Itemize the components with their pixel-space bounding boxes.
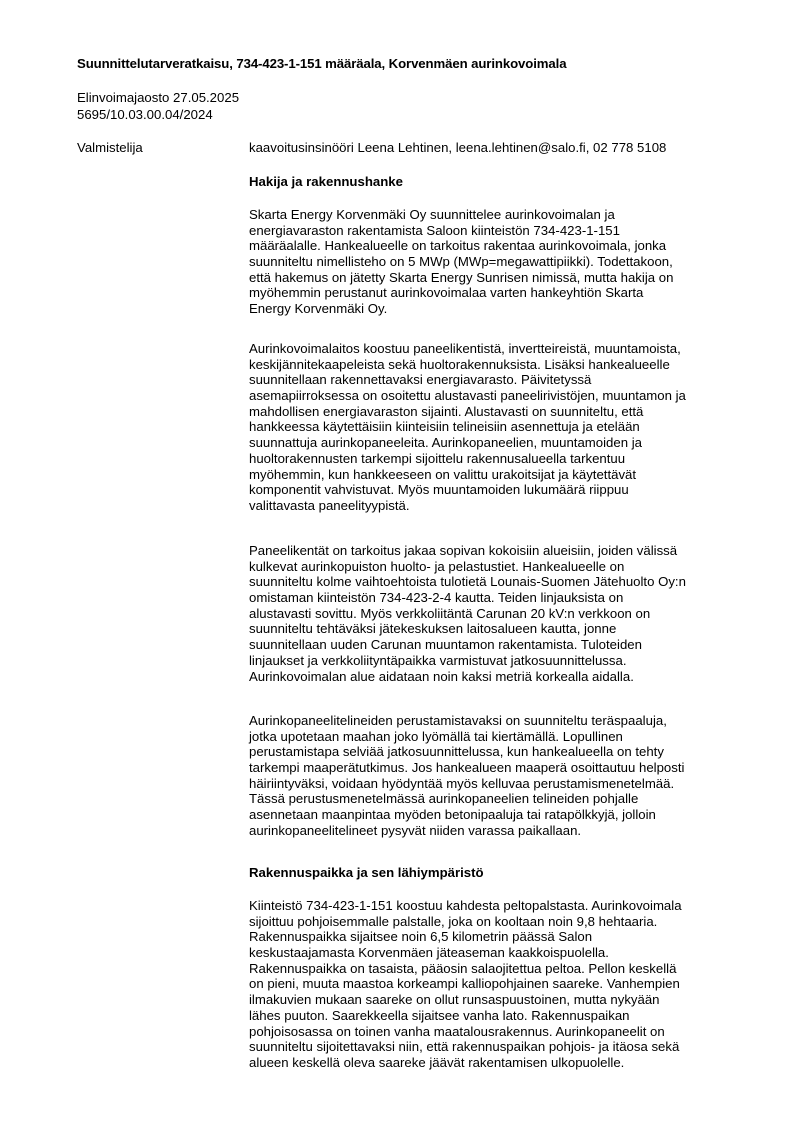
- text-line: Rakennuspaikka sijaitsee noin 6,5 kilometrin päässä Salon: [249, 929, 593, 945]
- text-line: suunnattuja aurinkopaneeleita. Aurinkopaneelien, muuntamoiden ja: [249, 435, 642, 451]
- document-title: Suunnittelutarveratkaisu, 734-423-1-151 määräala, Korvenmäen aurinkovoimala: [77, 56, 567, 71]
- text-line: huoltorakennusten tarkempi sijoittelu rakennusalueella tarkentuu: [249, 450, 626, 466]
- text-line: määräalalle. Hankealueelle on tarkoitus rakentaa aurinkovoimala, jonka: [249, 238, 667, 254]
- reference-number: 5695/10.03.00.04/2024: [77, 107, 213, 122]
- section-heading-applicant: Hakija ja rakennushanke: [249, 174, 403, 189]
- text-line: suunnitellaan rakennettavaksi energiavarasto. Päivitetyssä: [249, 372, 592, 388]
- text-line: Skarta Energy Korvenmäki Oy suunnittelee aurinkovoimalan ja: [249, 207, 615, 222]
- text-line: energiavaraston rakentamista Saloon kiinteistön 734-423-1-151: [249, 222, 620, 238]
- text-line: että hakemus on jätetty Skarta Energy Sunrisen nimissä, mutta hakija on: [249, 269, 674, 285]
- text-line: suunniteltu nimellisteho on 5 MWp (MWp=megawattipiikki). Todettakoon,: [249, 254, 673, 270]
- paragraph: [249, 341, 749, 514]
- text-line: suunnitellaan uuden Carunan muuntamon rakentamista. Tuloteiden: [249, 637, 642, 653]
- text-line: on pieni, muuta maastoa korkeampi kalliopohjainen saareke. Vanhempien: [249, 976, 680, 992]
- text-line: ilmakuvien mukaan saareke on ollut runsaspuustoinen, mutta nykyään: [249, 992, 660, 1008]
- text-line: hankkeessa käytettäisiin kiinteisiin telineisiin asennettuja ja etelään: [249, 419, 640, 435]
- preparer-label: Valmistelija: [77, 140, 143, 155]
- text-line: Tässä perustusmenetelmässä aurinkopaneelien telineiden pohjalle: [249, 791, 639, 807]
- text-line: keskustaajamasta Korvenmäen jäteaseman kaakkoispuolella.: [249, 945, 609, 961]
- text-line: valittavasta paneelityypistä.: [249, 497, 410, 513]
- text-line: Paneelikentät on tarkoitus jakaa sopivan kokoisiin alueisiin, joiden välissä: [249, 543, 678, 558]
- text-line: suunniteltu kolme vaihtoehtoista tulotietä Lounais-Suomen Jätehuolto Oy:n: [249, 574, 686, 590]
- paragraph: [249, 207, 749, 317]
- text-line: lähes puuton. Saarekkeella sijaitsee vanha lato. Rakennuspaikan: [249, 1007, 630, 1023]
- text-line: tarkempi maaperätutkimus. Jos hankealueen maaperä osoittautuu helposti: [249, 760, 685, 776]
- text-line: Kiinteistö 734-423-1-151 koostuu kahdesta peltopalstasta. Aurinkovoimala: [249, 898, 682, 913]
- text-line: omistaman kiinteistön 734-423-2-4 kautta. Teiden linjauksista on: [249, 590, 624, 606]
- text-line: myöhemmin, kun hankkeeseen on valittu urakoitsijat ja käytettävät: [249, 466, 637, 482]
- meeting-date: Elinvoimajaosto 27.05.2025: [77, 90, 240, 105]
- text-line: Aurinkovoimalan alue aidataan noin kaksi metriä korkealla aidalla.: [249, 668, 634, 684]
- paragraph: [249, 713, 749, 839]
- text-line: Rakennuspaikka on tasaista, pääosin salaojitettua peltoa. Pellon keskellä: [249, 960, 677, 976]
- text-line: mahdollisen energiavaraston sijainti. Alustavasti on suunniteltu, että: [249, 403, 644, 419]
- text-line: keskijännitekaapeleista sekä huoltorakennuksista. Lisäksi hankealueelle: [249, 356, 670, 372]
- text-line: kulkevat aurinkopuiston huolto- ja pelastustiet. Hankealueelle on: [249, 558, 625, 574]
- paragraph: [249, 898, 749, 1071]
- text-line: Aurinkovoimalaitos koostuu paneelikentistä, invertteireistä, muuntamoista,: [249, 341, 681, 356]
- text-line: asemapiirroksessa on osoitettu alustavasti paneelirivistöjen, muuntamon ja: [249, 388, 686, 404]
- preparer-contact: kaavoitusinsinööri Leena Lehtinen, leena.lehtinen@salo.fi, 02 778 5108: [249, 140, 667, 155]
- text-line: komponentit vahvistuvat. Myös muuntamoiden lukumäärä riippuu: [249, 482, 629, 498]
- text-line: aurinkopaneelitelineet pysyvät niiden varassa paikallaan.: [249, 822, 582, 838]
- text-line: alustavasti sovittu. Myös verkkoliitäntä Carunan 20 kV:n verkkoon on: [249, 605, 651, 621]
- text-line: pohjoisosassa on toinen vanha maatalousrakennus. Aurinkopaneelit on: [249, 1023, 665, 1039]
- text-line: myöhemmin perustanut aurinkovoimalaa varten hankeyhtiön Skarta: [249, 285, 644, 301]
- text-line: Energy Korvenmäki Oy.: [249, 301, 388, 317]
- text-line: häiriintyväksi, voidaan hyödyntää myös kelluvaa perustamismenetelmää.: [249, 775, 675, 791]
- text-line: suunniteltu sijoitettavaksi niin, että rakennuspaikan pohjois- ja itäosa sekä: [249, 1039, 680, 1055]
- section-heading-site: Rakennuspaikka ja sen lähiympäristö: [249, 865, 484, 880]
- text-line: alueen keskellä oleva saareke jäävät rakentamisen ulkopuolelle.: [249, 1054, 625, 1070]
- text-line: asennetaan maanpintaa myöden betonipaaluja tai ratapölkkyjä, jolloin: [249, 807, 656, 823]
- text-line: perustamistapa selviää jatkosuunnittelussa, kun hankealueella on tehty: [249, 744, 664, 760]
- text-line: Aurinkopaneelitelineiden perustamistavaksi on suunniteltu teräspaaluja,: [249, 713, 667, 728]
- text-line: linjaukset ja verkkoliityntäpaikka varmistuvat jatkosuunnittelussa.: [249, 652, 627, 668]
- paragraph: [249, 543, 749, 684]
- text-line: suunniteltu tehtäväksi jätekeskuksen laitosalueen kautta, jonne: [249, 621, 617, 637]
- text-line: jotka upotetaan maahan joko lyömällä tai kiertämällä. Lopullinen: [249, 728, 623, 744]
- text-line: sijoittuu pohjoisemmalle palstalle, joka on kooltaan noin 9,8 hehtaaria.: [249, 913, 658, 929]
